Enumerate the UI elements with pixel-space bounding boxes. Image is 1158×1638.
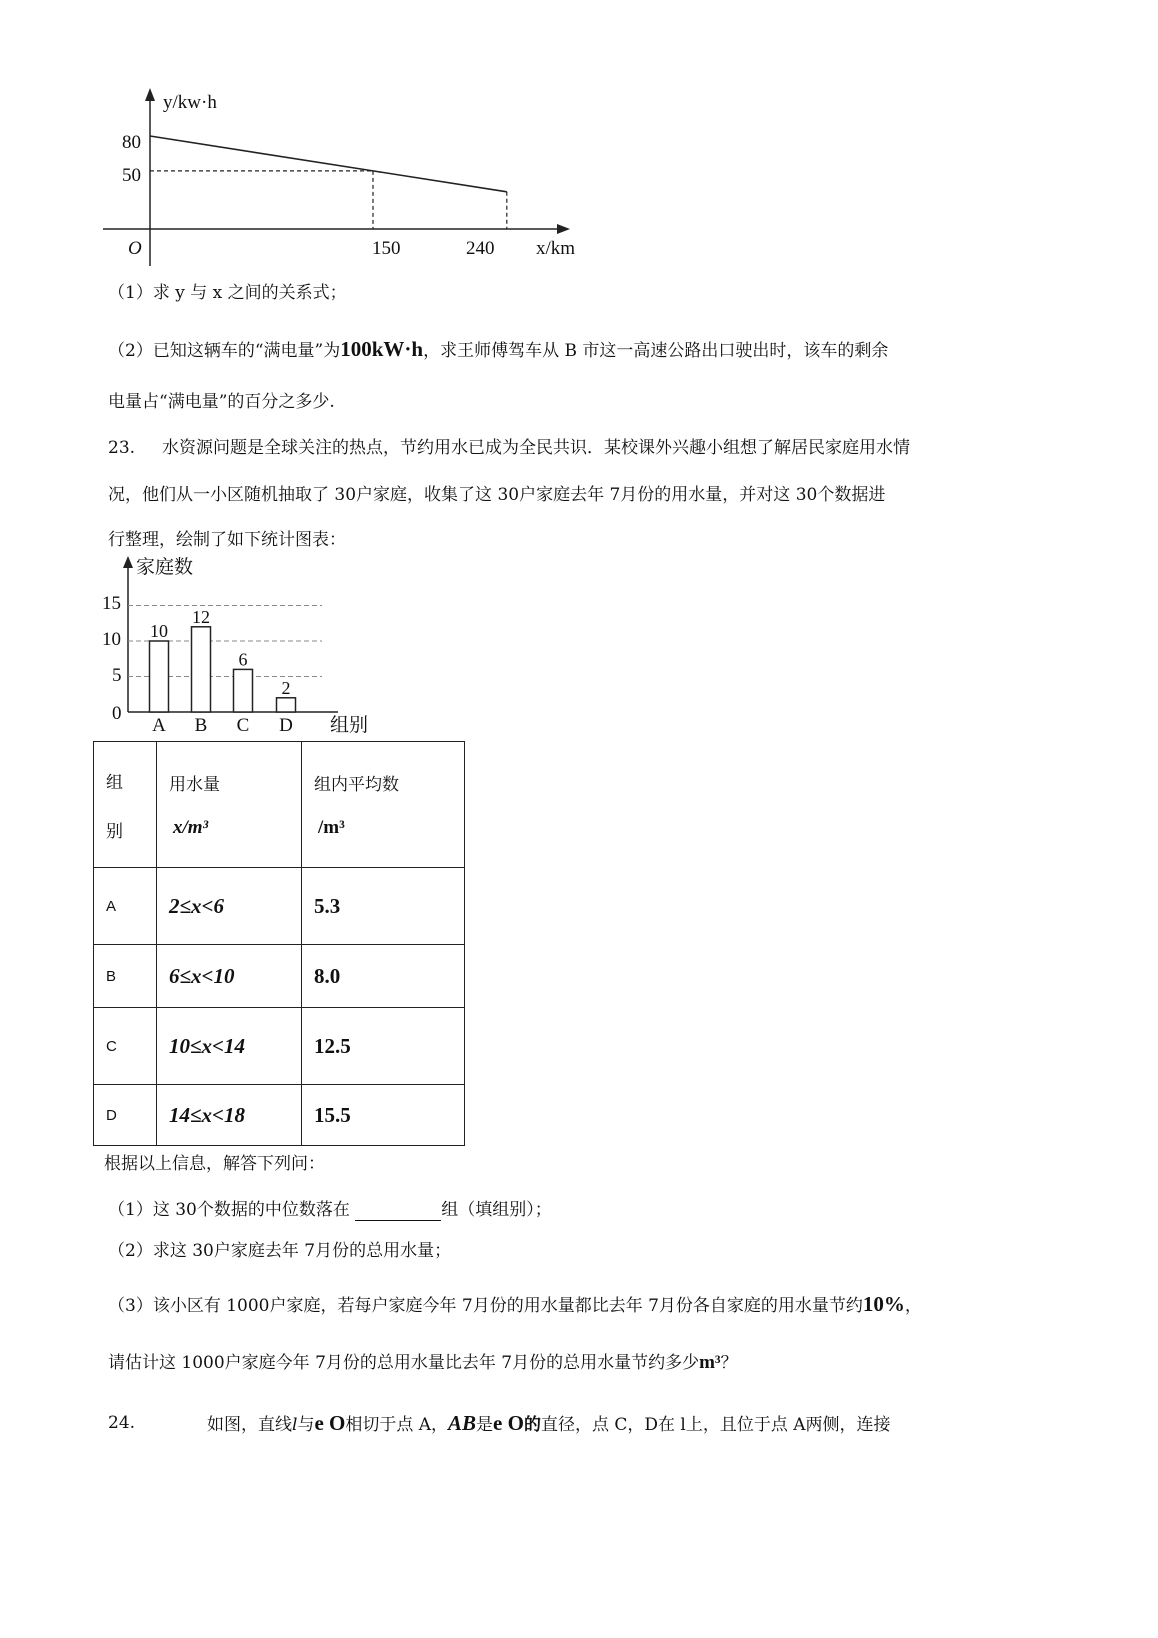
- row-group: B: [94, 945, 157, 1008]
- answer-blank[interactable]: [355, 1202, 441, 1221]
- q23-intro-line2: 况，他们从一小区随机抽取了 30户家庭，收集了这 30户家庭去年 7月份的用水量，并对这 30个数据进: [108, 485, 886, 505]
- bar-category-label: C: [236, 715, 250, 736]
- q22-part2-line1: [108, 338, 888, 362]
- header-average: 组内平均数 /m³: [302, 742, 465, 868]
- q22-part2-text-b: ，求王师傅驾车从 B 市这一高速公路出口驶出时，该车的剩余: [423, 341, 889, 361]
- row-range: 14≤x<18: [157, 1085, 302, 1146]
- origin-label: O: [128, 238, 142, 259]
- x-axis-arrow: [557, 224, 570, 234]
- row-range: 10≤x<14: [157, 1008, 302, 1085]
- q23-part1: （1）这 30个数据的中位数落在 组（填组别）；: [108, 1200, 552, 1220]
- segment-ab: AB: [448, 1411, 477, 1435]
- bar-category-label: A: [152, 715, 166, 736]
- bar-B: [192, 627, 211, 712]
- y-tick-50: 50: [122, 165, 141, 186]
- bar-y-tick-0: 0: [112, 703, 122, 724]
- bar-value-label: 10: [150, 621, 168, 641]
- row-range: 2≤x<6: [157, 868, 302, 945]
- saving-percent: 10%: [862, 1292, 905, 1316]
- x-tick-150: 150: [372, 238, 401, 259]
- row-group: A: [94, 868, 157, 945]
- row-group: C: [94, 1008, 157, 1085]
- q22-part1: （1）求 y 与 x 之间的关系式；: [108, 283, 347, 303]
- q23-intro-line1: 水资源问题是全球关注的热点，节约用水已成为全民共识．某校课外兴趣小组想了解居民家庭用水情: [162, 438, 910, 458]
- row-range: 6≤x<10: [157, 945, 302, 1008]
- x-tick-240: 240: [466, 238, 495, 259]
- table-row: [94, 945, 465, 1008]
- bar-x-axis-label: 组别: [330, 715, 369, 736]
- row-average: 12.5: [302, 1008, 465, 1085]
- bar-category-label: B: [194, 715, 208, 736]
- water-usage-table: [93, 741, 465, 1146]
- header-group: 组 别: [94, 742, 157, 868]
- y-axis-arrow: [145, 88, 155, 101]
- bar-category-label: D: [279, 715, 293, 736]
- y-tick-80: 80: [122, 132, 141, 153]
- header-usage: 用水量 x/m³: [157, 742, 302, 868]
- full-charge-value: 100kW·h: [340, 337, 424, 361]
- line-chart: [0, 0, 600, 270]
- bar-A: [150, 641, 169, 712]
- q24-text: 如图，直线l与e O相切于点 A，AB是e O的直径，点 C，D在 l上，且位于点 A两侧，连接: [207, 1411, 891, 1435]
- row-average: 15.5: [302, 1085, 465, 1146]
- table-row: [94, 868, 465, 945]
- table-header-row: [94, 742, 465, 868]
- q22-part2-text-a: （2）已知这辆车的“满电量”为: [108, 341, 341, 361]
- x-axis-label: x/km: [536, 238, 576, 259]
- q23-prompt: 根据以上信息，解答下列问：: [104, 1154, 325, 1174]
- bar-y-tick-15: 15: [102, 593, 121, 614]
- unit-cubic-meter: m³: [699, 1352, 721, 1373]
- q23-number: 23.: [108, 438, 136, 458]
- circle-symbol: e O: [314, 1411, 346, 1435]
- q22-part2-line2: 电量占“满电量”的百分之多少.: [108, 392, 335, 412]
- bar-y-axis-label: 家庭数: [136, 557, 194, 578]
- table-row: [94, 1008, 465, 1085]
- bar-value-label: 12: [192, 606, 210, 627]
- bar-D: [277, 698, 296, 712]
- bar-C: [234, 669, 253, 712]
- q23-part3-line1: （3）该小区有 1000户家庭，若每户家庭今年 7月份的用水量都比去年 7月份各自家庭的用水量节约10%，: [108, 1292, 922, 1316]
- table-row: [94, 1085, 465, 1146]
- data-line: [150, 136, 507, 192]
- bar-chart: [0, 555, 420, 741]
- q23-intro-line3: 行整理，绘制了如下统计图表：: [108, 530, 346, 550]
- row-average: 8.0: [302, 945, 465, 1008]
- q24-number: 24.: [108, 1413, 136, 1433]
- q23-part2: （2）求这 30户家庭去年 7月份的总用水量；: [108, 1241, 452, 1261]
- bar-value-label: 6: [238, 649, 248, 670]
- circle-symbol: e O: [493, 1411, 524, 1435]
- bar-y-tick-5: 5: [112, 665, 122, 686]
- bar-y-axis-arrow: [123, 556, 133, 568]
- row-group: D: [94, 1085, 157, 1146]
- row-average: 5.3: [302, 868, 465, 945]
- q23-part3-line2: 请估计这 1000户家庭今年 7月份的总用水量比去年 7月份的总用水量节约多少m³？: [108, 1352, 738, 1373]
- bar-y-tick-10: 10: [102, 629, 121, 650]
- y-axis-label: y/kw·h: [163, 92, 217, 113]
- bar-value-label: 2: [281, 677, 291, 698]
